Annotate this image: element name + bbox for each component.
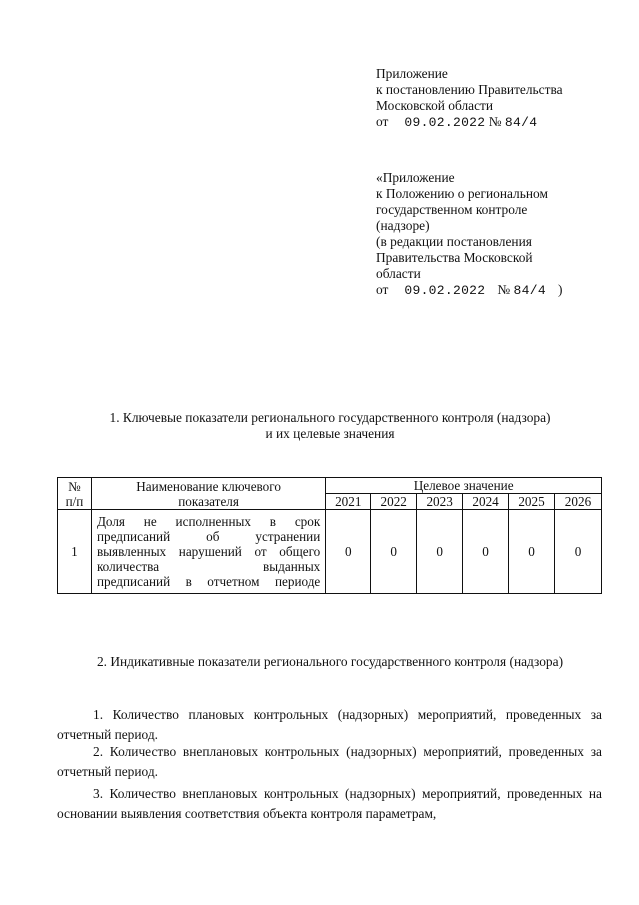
column-header-number: № п/п (58, 478, 92, 510)
closing-paren: ) (557, 282, 563, 297)
column-header-target: Целевое значение (326, 478, 602, 494)
row-number: 1 (58, 510, 92, 594)
regulation-title: «Приложение (376, 170, 455, 185)
section-1-title-line-2: и их целевые значения (265, 426, 395, 441)
indicator-name: Доля не исполненных в срок предписаний об устранении выявленных нарушений от общего количества выданных предписаний в отчетном периоде (91, 510, 325, 594)
regulation-line-7: области (376, 266, 421, 281)
year-header: 2024 (463, 494, 509, 510)
regulation-date: 09.02.2022 (404, 283, 486, 298)
year-header: 2025 (509, 494, 555, 510)
regulation-line-3: государственном контроле (376, 202, 528, 217)
section-1-title-line-1: 1. Ключевые показатели регионального государственного контроля (надзора) (109, 410, 551, 425)
indicator-paragraph-3: 3. Количество внеплановых контрольных (надзорных) мероприятий, проведенных на основании выявления соответствия объекта контроля параметрам, (57, 786, 602, 821)
target-value: 0 (371, 510, 417, 594)
section-1-heading (40, 410, 620, 442)
regulation-number: 84/4 (513, 283, 546, 298)
regulation-line-6: Правительства Московской (376, 250, 533, 265)
appendix-title: Приложение (376, 66, 448, 81)
number-sign: № (488, 114, 502, 129)
year-header: 2021 (326, 494, 371, 510)
appendix-number: 84/4 (504, 115, 538, 130)
year-header: 2023 (417, 494, 463, 510)
number-sign: № (497, 282, 511, 297)
date-prefix: от (376, 282, 389, 297)
section-2-heading: 2. Индикативные показатели регионального государственного контроля (надзора) (96, 654, 564, 669)
column-header-name: Наименование ключевого показателя (91, 478, 325, 510)
kpi-table (57, 477, 602, 594)
appendix-date: 09.02.2022 (404, 115, 486, 130)
regulation-block (376, 170, 616, 299)
target-value: 0 (554, 510, 601, 594)
target-value: 0 (463, 510, 509, 594)
table-header-row (58, 478, 602, 494)
date-prefix: от (376, 114, 389, 129)
target-value: 0 (326, 510, 371, 594)
indicator-paragraph-2: 2. Количество внеплановых контрольных (надзорных) мероприятий, проведенных за отчетный период. (57, 744, 602, 779)
indicator-paragraph-1: 1. Количество плановых контрольных (надзорных) мероприятий, проведенных за отчетный период. (57, 707, 602, 742)
target-value: 0 (509, 510, 555, 594)
appendix-block (376, 66, 616, 131)
year-header: 2022 (371, 494, 417, 510)
regulation-line-2: к Положению о региональном (376, 186, 548, 201)
regulation-line-5: (в редакции постановления (376, 234, 532, 249)
target-value: 0 (417, 510, 463, 594)
appendix-line-2: к постановлению Правительства (376, 82, 563, 97)
year-header: 2026 (554, 494, 601, 510)
regulation-date-line (376, 282, 616, 299)
appendix-date-line (376, 114, 616, 131)
table-row (58, 510, 602, 594)
regulation-line-4: (надзоре) (376, 218, 430, 233)
appendix-line-3: Московской области (376, 98, 494, 113)
